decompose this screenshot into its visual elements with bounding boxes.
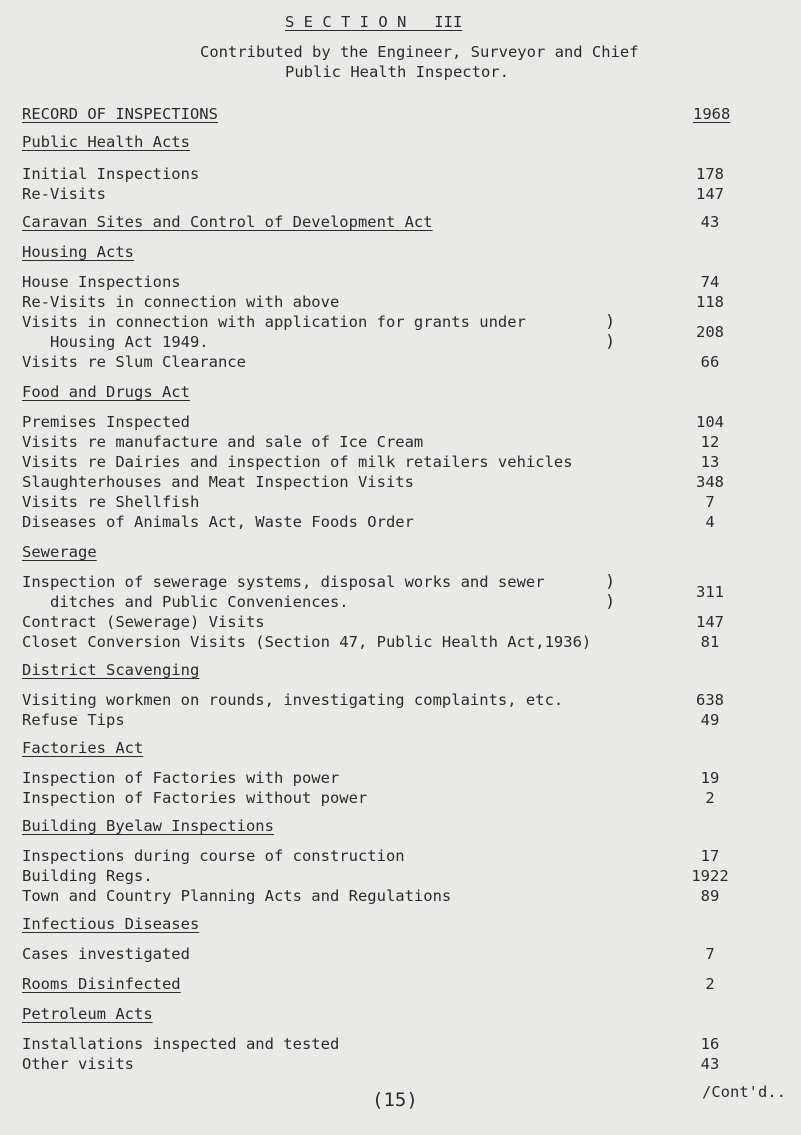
infectious-heading: Infectious Diseases [22,915,200,933]
list-item-label: Diseases of Animals Act, Waste Foods Order [22,513,414,531]
caravan-value: 43 [700,213,720,231]
caravan-heading: Caravan Sites and Control of Development Act [22,213,433,231]
list-item-label: Slaughterhouses and Meat Inspection Visits [22,473,414,491]
brace-top: ) [605,572,616,592]
grants-line-1: Visits in connection with application for grants under [22,313,526,331]
slum-label: Visits re Slum Clearance [22,353,246,371]
list-item-value: 147 [696,185,724,203]
list-item-label: Cases investigated [22,945,190,963]
brace-top: ) [605,312,616,332]
list-item-label: Refuse Tips [22,711,125,729]
list-item-value: 74 [700,273,720,291]
list-item-label: Inspection of Factories with power [22,769,340,787]
list-item-label: Contract (Sewerage) Visits [22,613,265,631]
public-health-heading: Public Health Acts [22,133,190,151]
contributor-line-1: Contributed by the Engineer, Surveyor and Chief [200,43,639,61]
list-item-label: Closet Conversion Visits (Section 47, Public Health Act,1936) [22,633,592,651]
list-item-value: 7 [705,493,715,511]
list-item-label: House Inspections [22,273,181,291]
page-number: (15) [372,1089,418,1111]
list-item-value: 17 [700,847,720,865]
list-item-value: 104 [696,413,724,431]
list-item-value: 1922 [691,867,729,885]
year-heading: 1968 [693,105,731,123]
list-item-label: Visits re Dairies and inspection of milk retailers vehicles [22,453,573,471]
list-item-label: Inspections during course of construction [22,847,405,865]
list-item-value: 348 [696,473,724,491]
list-item-label: Installations inspected and tested [22,1035,340,1053]
section-title: S E C T I O N III [285,13,463,31]
continued-note: /Cont'd.. [702,1083,786,1101]
rooms-heading: Rooms Disinfected [22,975,181,993]
list-item-value: 2 [705,789,715,807]
list-item-label: Inspection of Factories without power [22,789,368,807]
brace-bottom: ) [605,332,616,352]
list-item-label: Building Regs. [22,867,153,885]
list-item-value: 13 [700,453,720,471]
sewerage-line-2: ditches and Public Conveniences. [50,593,349,611]
grants-line-2: Housing Act 1949. [50,333,209,351]
record-heading: RECORD OF INSPECTIONS [22,105,218,123]
list-item-value: 19 [700,769,720,787]
list-item-label: Town and Country Planning Acts and Regulations [22,887,452,905]
brace-bottom: ) [605,592,616,612]
sewerage-line-1: Inspection of sewerage systems, disposal works and sewer [22,573,545,591]
scavenging-heading: District Scavenging [22,661,200,679]
list-item-value: 16 [700,1035,720,1053]
list-item-value: 638 [696,691,724,709]
list-item-value: 43 [700,1055,720,1073]
housing-heading: Housing Acts [22,243,134,261]
slum-value: 66 [700,353,720,371]
list-item-value: 81 [700,633,720,651]
contributor-line-2: Public Health Inspector. [285,63,509,81]
list-item-value: 4 [705,513,715,531]
list-item-value: 147 [696,613,724,631]
building-heading: Building Byelaw Inspections [22,817,274,835]
list-item-label: Visits re manufacture and sale of Ice Cream [22,433,424,451]
list-item-value: 49 [700,711,720,729]
list-item-label: Other visits [22,1055,134,1073]
grants-value: 208 [696,323,724,341]
rooms-value: 2 [705,975,715,993]
factories-heading: Factories Act [22,739,144,757]
list-item-value: 89 [700,887,720,905]
list-item-value: 12 [700,433,720,451]
list-item-label: Visiting workmen on rounds, investigating complaints, etc. [22,691,564,709]
sewerage-heading: Sewerage [22,543,97,561]
list-item-value: 7 [705,945,715,963]
sewerage-value: 311 [696,583,724,601]
petroleum-heading: Petroleum Acts [22,1005,153,1023]
list-item-label: Re-Visits [22,185,106,203]
list-item-value: 178 [696,165,724,183]
list-item-label: Premises Inspected [22,413,190,431]
list-item-value: 118 [696,293,724,311]
list-item-label: Re-Visits in connection with above [22,293,340,311]
list-item-label: Initial Inspections [22,165,200,183]
list-item-label: Visits re Shellfish [22,493,200,511]
food-heading: Food and Drugs Act [22,383,190,401]
